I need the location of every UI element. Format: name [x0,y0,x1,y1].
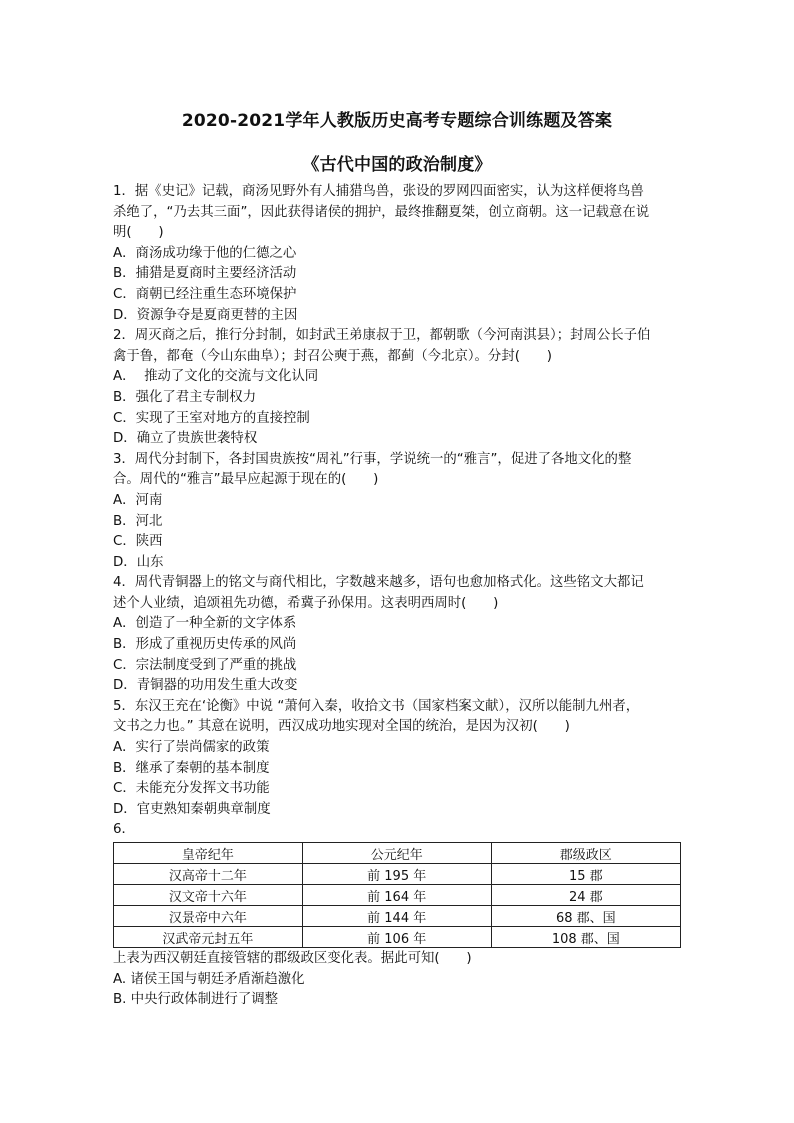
table-cell: 汉文帝十六年 [114,885,303,906]
table-cell: 68 郡、国 [491,906,680,927]
question-stem-line: 4．周代青铜器上的铭文与商代相比，字数越来越多，语句也愈加格式化。这些铭文大都记 [113,575,644,591]
question-stem-line: 上表为西汉朝廷直接管辖的郡级政区变化表。据此可知( ) [113,951,472,966]
option-c: C．实现了王室对地方的直接控制 [113,410,310,426]
question-4 [113,573,681,697]
table-cell: 汉高帝十二年 [114,864,303,885]
table-row [114,864,681,885]
option-b: B．形成了重视历史传承的风尚 [113,637,297,653]
table-header: 公元纪年 [302,843,491,864]
document-title: 2020-2021学年人教版历史高考专题综合训练题及答案 [181,111,613,131]
table-cell: 24 郡 [491,885,680,906]
question-list [113,182,681,1011]
table-row [114,885,681,906]
question-stem-line: 述个人业绩，追颂祖先功德，希冀子孙保用。这表明西周时( ) [113,595,499,611]
table-cell: 汉武帝元封五年 [114,927,303,948]
question-stem-line: 2．周灭商之后，推行分封制，如封武王弟康叔于卫，都朝歌（今河南淇县）；封周公长子伯 [113,328,651,344]
table-header-row [114,843,681,864]
option-d: D．资源争夺是夏商更替的主因 [113,307,298,323]
option-a: A．创造了一种全新的文字体系 [113,616,297,632]
option-b: B．河北 [113,513,163,529]
question-number: 6． [113,822,135,838]
question-stem-line: 禽于鲁，都奄（今山东曲阜）；封召公奭于燕，都蓟（今北京）。分封( ) [113,348,552,364]
option-b: B．强化了君主专制权力 [113,389,257,405]
option-d: D．官吏熟知秦朝典章制度 [113,801,271,817]
table-cell: 汉景帝中六年 [114,906,303,927]
option-a: A．商汤成功缘于他的仁德之心 [113,245,297,261]
document-subtitle: 《古代中国的政治制度》 [302,155,492,175]
option-a: A． 推动了文化的交流与文化认同 [113,369,319,385]
table-cell: 前 164 年 [302,885,491,906]
option-b: B．继承了秦朝的基本制度 [113,760,270,776]
option-c: C．未能充分发挥文书功能 [113,781,270,797]
table-cell: 前 144 年 [302,906,491,927]
question-3 [113,450,681,574]
table-cell: 108 郡、国 [491,927,680,948]
option-c: C．宗法制度受到了严重的挑战 [113,657,297,673]
option-a: A．实行了崇尚儒家的政策 [113,740,270,756]
option-b: B. 中央行政体制进行了调整 [113,992,278,1008]
option-b: B．捕猎是夏商时主要经济活动 [113,266,297,282]
table-cell: 15 郡 [491,864,680,885]
table-header: 皇帝纪年 [114,843,303,864]
question-5 [113,697,681,821]
option-a: A. 诸侯王国与朝廷矛盾渐趋激化 [113,971,305,987]
question-2 [113,326,681,450]
question-stem-line: 明( ) [113,225,164,241]
table-header: 郡级政区 [491,843,680,864]
table-row [114,906,681,927]
table-cell: 前 106 年 [302,927,491,948]
question-stem-line: 合。周代的“雅言”最早应起源于现在的( ) [113,472,379,488]
table-row [114,927,681,948]
table-cell: 前 195 年 [302,864,491,885]
commandery-table [113,842,681,948]
question-6 [113,820,681,1010]
question-1 [113,182,681,326]
option-a: A．河南 [113,492,163,508]
option-c: C．陕西 [113,534,163,550]
option-d: D．确立了贵族世袭特权 [113,431,258,447]
question-stem-line: 5．东汉王充在‘论衡》中说 “萧何入秦，收拾文书（国家档案文献），汉所以能制九州者， [113,698,640,714]
question-stem-line: 3．周代分封制下，各封国贵族按“周礼”行事，学说统一的“雅言”，促进了各地文化的整 [113,451,632,467]
question-stem-line: 文书之力也。” 其意在说明，西汉成功地实现对全国的统治，是因为汉初( ) [113,719,570,735]
question-stem-line: 杀绝了，“乃去其三面”，因此获得诸侯的拥护，最终推翻夏桀，创立商朝。这一记载意在说 [113,204,650,220]
option-c: C．商朝已经注重生态环境保护 [113,286,297,302]
option-d: D．山东 [113,554,164,570]
option-d: D．青铜器的功用发生重大改变 [113,678,298,694]
question-stem-line: 1．据《史记》记载，商汤见野外有人捕猎鸟兽，张设的罗网四面密实，认为这样便将鸟兽 [113,184,644,199]
